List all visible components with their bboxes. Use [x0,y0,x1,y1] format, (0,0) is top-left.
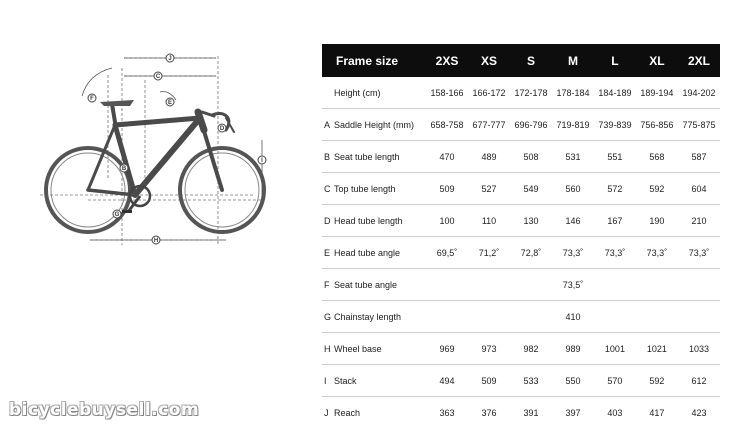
table-row [322,109,720,141]
header-size-xs: XS [468,44,510,77]
table-cell [636,269,678,301]
table-cell: 592 [636,173,678,205]
header-frame-size: Frame size [322,44,426,77]
table-cell: 982 [510,333,552,365]
table-cell: 194-202 [678,77,720,109]
row-label: Stack [334,365,426,397]
svg-text:B: B [122,166,127,172]
svg-text:F: F [90,96,94,102]
table-row [322,301,720,333]
row-code: E [322,237,334,269]
row-label: Head tube length [334,205,426,237]
table-cell: 551 [594,141,636,173]
table-cell: 1001 [594,333,636,365]
table-cell [468,301,510,333]
table-row [322,333,720,365]
row-code: B [322,141,334,173]
marker-c [154,72,162,80]
row-code: H [322,333,334,365]
table-cell: 166-172 [468,77,510,109]
table-row [322,365,720,397]
marker-e [166,98,174,106]
table-cell: 73,3˚ [552,237,594,269]
table-cell: 189-194 [636,77,678,109]
table-cell: 592 [636,365,678,397]
table-cell: 73,3˚ [594,237,636,269]
table-cell [594,301,636,333]
table-cell: 973 [468,333,510,365]
watermark-text: bicyclebuysell.com [9,400,199,420]
table-row [322,141,720,173]
table-cell: 167 [594,205,636,237]
table-row [322,237,720,269]
table-cell: 403 [594,397,636,428]
svg-text:J: J [168,56,171,62]
table-cell [426,301,468,333]
table-cell [468,269,510,301]
row-code: F [322,269,334,301]
table-cell [510,269,552,301]
table-cell [426,269,468,301]
table-cell: 376 [468,397,510,428]
table-row [322,397,720,428]
table-cell: 531 [552,141,594,173]
row-label: Reach [334,397,426,428]
header-size-xl: XL [636,44,678,77]
table-cell: 509 [426,173,468,205]
row-label: Seat tube angle [334,269,426,301]
row-code: G [322,301,334,333]
table-cell: 560 [552,173,594,205]
marker-h [152,236,160,244]
table-cell [510,301,552,333]
svg-text:H: H [154,238,158,244]
table-cell: 73,3˚ [636,237,678,269]
row-code: D [322,205,334,237]
row-label: Seat tube length [334,141,426,173]
table-cell: 146 [552,205,594,237]
table-cell: 658-758 [426,109,468,141]
table-cell: 775-875 [678,109,720,141]
svg-text:G: G [115,212,120,218]
table-cell: 210 [678,205,720,237]
table-cell: 568 [636,141,678,173]
table-cell: 989 [552,333,594,365]
table-cell: 72,8˚ [510,237,552,269]
table-cell: 69,5˚ [426,237,468,269]
table-cell: 410 [552,301,594,333]
header-size-m: M [552,44,594,77]
table-cell: 587 [678,141,720,173]
table-cell [678,301,720,333]
svg-text:I: I [261,158,263,164]
table-cell: 739-839 [594,109,636,141]
svg-text:C: C [156,74,161,80]
row-code: A [322,109,334,141]
table-cell: 756-856 [636,109,678,141]
table-cell: 527 [468,173,510,205]
marker-f [88,94,96,102]
table-cell [678,269,720,301]
table-cell: 533 [510,365,552,397]
table-cell: 549 [510,173,552,205]
table-cell: 417 [636,397,678,428]
row-label: Wheel base [334,333,426,365]
row-label: Top tube length [334,173,426,205]
table-cell: 570 [594,365,636,397]
table-row [322,77,720,109]
table-cell: 489 [468,141,510,173]
table-cell: 423 [678,397,720,428]
marker-g [113,210,121,218]
row-code: I [322,365,334,397]
table-cell: 612 [678,365,720,397]
table-cell: 572 [594,173,636,205]
table-cell: 696-796 [510,109,552,141]
row-code [322,77,334,109]
bike-geometry-diagram [0,0,300,260]
table-cell: 190 [636,205,678,237]
table-cell: 71,2˚ [468,237,510,269]
table-cell: 969 [426,333,468,365]
table-cell: 677-777 [468,109,510,141]
table-cell: 397 [552,397,594,428]
table-cell: 184-189 [594,77,636,109]
table-cell: 470 [426,141,468,173]
marker-b [120,164,128,172]
table-cell: 73,3˚ [678,237,720,269]
row-code: J [322,397,334,428]
table-row [322,269,720,301]
table-row [322,173,720,205]
row-label: Chainstay length [334,301,426,333]
row-code: C [322,173,334,205]
table-cell: 73,5˚ [552,269,594,301]
svg-text:D: D [220,126,225,132]
table-cell: 1021 [636,333,678,365]
table-cell: 130 [510,205,552,237]
table-header-row [322,44,720,77]
header-size-l: L [594,44,636,77]
marker-i [258,156,266,164]
svg-text:E: E [168,100,172,106]
table-cell: 494 [426,365,468,397]
table-cell: 172-178 [510,77,552,109]
row-label: Saddle Height (mm) [334,109,426,141]
table-cell [636,301,678,333]
table-cell: 110 [468,205,510,237]
row-label: Head tube angle [334,237,426,269]
header-size-2xs: 2XS [426,44,468,77]
table-cell: 550 [552,365,594,397]
geometry-table-body [322,77,720,428]
table-cell: 158-166 [426,77,468,109]
table-row [322,205,720,237]
table-cell [594,269,636,301]
row-label: Height (cm) [334,77,426,109]
table-cell: 100 [426,205,468,237]
marker-j [166,54,174,62]
table-cell: 508 [510,141,552,173]
header-size-2xl: 2XL [678,44,720,77]
marker-d [218,124,226,132]
table-cell: 391 [510,397,552,428]
table-cell: 363 [426,397,468,428]
table-cell: 178-184 [552,77,594,109]
header-size-s: S [510,44,552,77]
table-cell: 604 [678,173,720,205]
table-cell: 1033 [678,333,720,365]
geometry-table [322,44,720,428]
saddle [100,100,134,106]
table-cell: 719-819 [552,109,594,141]
table-cell: 509 [468,365,510,397]
